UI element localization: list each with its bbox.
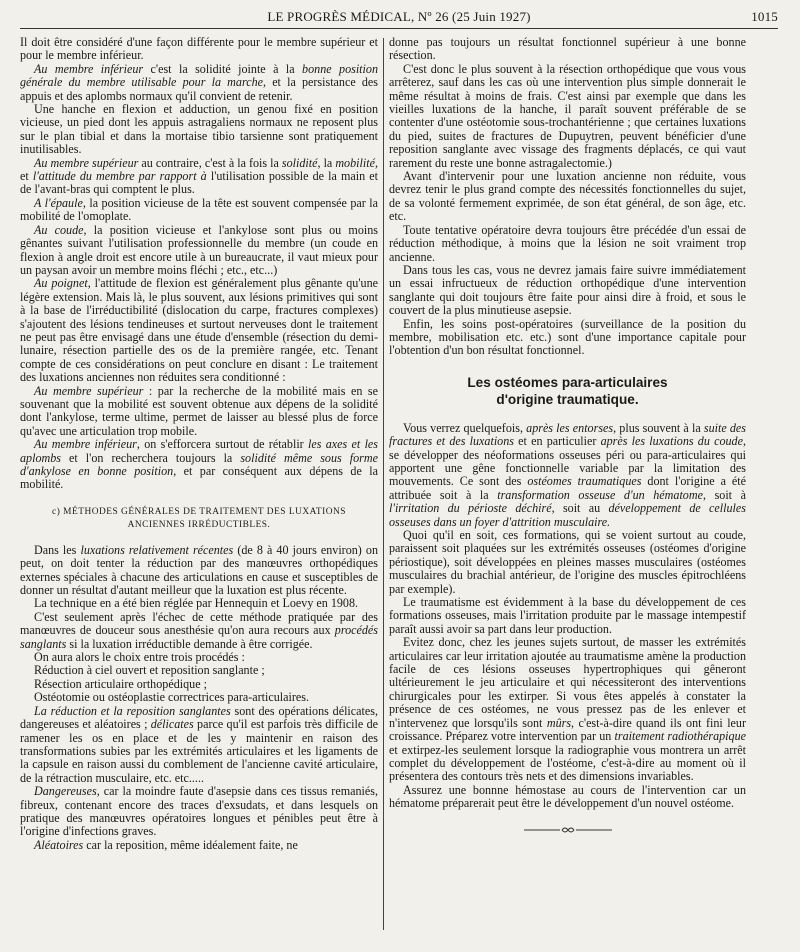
italic-text: l'attitude du membre par rapport à (32, 169, 207, 184)
italic-text: après les entorses (526, 420, 614, 435)
paragraph: donne pas toujours un résultat fonctionnel supérieur à une bonne résection. (389, 36, 746, 63)
italic-text: l'irritation du périoste déchiré (389, 501, 552, 516)
paragraph: Toute tentative opératoire devra toujours être précédée d'un essai de réduction méthodique, à moins que la lésion ne soit vraiment trop ancienne. (389, 222, 746, 264)
paragraph: Avant d'intervenir pour une luxation ancienne non réduite, vous devrez tenir le plus grand compte des nécessités fonctionnelles du sujet, de sa volonté fermement exprimée, de son état général, de son âge, etc. etc. (389, 169, 746, 224)
italic-text: Aléatoires (34, 837, 84, 852)
journal-title: LE PROGRÈS MÉDICAL, Nº 26 (25 Juin 1927) (267, 9, 531, 24)
paragraph: C'est donc le plus souvent à la résection orthopédique que vous vous arrêterez, sauf dans les cas où une intervention plus simple donnerait le même résultat à moins de frais. C'est ainsi par exemple que dans les vieilles luxations de la hanche, il paraît souvent préférable de se contenter d'une ostéotomie sous-trochantérienne ; que certaines luxations du pied, suites de fractures de Dupuytren, peuvent bénéficier d'une reposition sanglante avec vissage des fragments déplacés, ce qui vaut rarement du reste une bonne astragalectomie.) (389, 61, 746, 170)
italic-text: délicates (150, 717, 194, 732)
italic-text: Au coude (34, 222, 84, 237)
italic-text: bonne position générale du membre utilisable pour la marche (20, 61, 378, 90)
end-ornament (389, 825, 746, 838)
section-heading (20, 506, 378, 532)
paragraph: Au membre supérieur : par la recherche de la mobilité mais en se souvenant que la mobilité est souvent obtenue aux dépens de la solidité dont l'ankylose, terme ultime, permet de laisser au blessé plus de force qu'avec une articulation trop mobile. (20, 383, 378, 438)
italic-text: après les luxations du coude (600, 434, 743, 449)
italic-text: Au poignet (34, 276, 88, 291)
right-column (389, 36, 746, 946)
italic-text: luxations relativement récentes (80, 542, 234, 557)
ornament-rule-icon (522, 825, 614, 835)
paragraph: La technique en a été bien réglée par Hennequin et Loevy en 1908. (34, 596, 359, 611)
article-title-line: Les ostéomes para-articulaires (467, 374, 668, 390)
paragraph: Evitez donc, chez les jeunes sujets surtout, de masser les extrémités articulaires car leur irritation ajoutée au traumatisme amène la production facile de ces lésions osseuses hypertrophiques qui gêneront ultérieurement le jeu articulaire et qui nécessiteront des interventions chirurgicales pour les extirper. Si vous êtes appelés à constater la présence de ces ostéomes, ne vous pressez pas de les enlever et n'intervenez que lorsqu'ils sont mûrs, c'est-à-dire quand ils ont fini leur croissance. Préparez votre intervention par un traitement radiothérapique et extirpez-les seulement lorsque la radiographie vous montrera un arrêt complet du développement de l'ostéome, c'est-à-dire au moment où il présentera des contours très nets et des dimensions invariables. (389, 635, 746, 784)
italic-text: transformation osseuse d'un hématome (497, 487, 703, 502)
page-number: 1015 (751, 9, 778, 24)
list-item: Réduction à ciel ouvert et reposition sanglante ; (34, 663, 265, 678)
italic-text: traitement radiothérapique (614, 729, 746, 744)
paragraph: Au poignet, l'attitude de flexion est généralement plus gênante qu'une légère extension. Mais là, le plus souvent, aux lésions primitives qui sont à la base de l'irréductibilité (dislocation du carpe, fractures complexes) s'ajoutent des lésions tendineuses et surtout nerveuses dont le traitement ne peut pas être envisagé dans une étude d'ensemble (résection du demi-lunaire, résection partielle des os de la première rangée, etc. Tenant compte de ces considérations on peut conclure en disant : Le traitement des luxations anciennes non réduites sera conditionné : (20, 276, 378, 385)
italic-text: les axes et les aplombs (20, 437, 378, 465)
italic-text: développement de cellules osseuses dans un foyer d'attrition musculaire. (389, 501, 746, 529)
left-column (20, 36, 378, 946)
paragraph: Une hanche en flexion et adduction, un genou fixé en position vicieuse, un pied dont les appuis astragaliens normaux ne reposent plus sur le plan tibial et dans la mortaise tibio tarsienne sont pratiquement inutilisables. (20, 102, 378, 157)
italic-text: Au membre supérieur (34, 383, 144, 398)
paragraph: Vous verrez quelquefois, après les entorses, plus souvent à la suite des fractures et des luxations et en particulier après les luxations du coude, se développer des néoformations osseuses péri ou para-articulaires qui apportent une gêne fonctionnelle variable par la limitation des mouvements. Ce sont des ostéomes traumatiques dont l'origine a été attribuée soit à la transformation osseuse d'un hématome, soit à l'irritation du périoste déchiré, soit au développement de cellules osseuses dans un foyer d'attrition musculaire. (389, 420, 746, 529)
italic-text: suite des fractures et des luxations (389, 420, 746, 449)
paragraph: Au membre supérieur au contraire, c'est à la fois la solidité, la mobilité, et l'attitude du membre par rapport à l'utilisation possible de la main et de l'avant-bras qui comptent le plus. (20, 155, 378, 197)
paragraph: Dans tous les cas, vous ne devrez jamais faire suivre immédiatement un essai infructueux de réduction orthopédique d'une intervention sanglante qui doit toujours être faite pour ainsi dire à froid, et sous le couvert de la plus minutieuse asepsie. (389, 262, 746, 318)
paragraph: La réduction et la reposition sanglantes sont des opérations délicates, dangereuses et aléatoires ; délicates parce qu'il est parfois très difficile de ramener les os en place et de les y maintenir en raison des transformations subies par les extrémités articulaires et les ligaments de la capsule en raison aussi du comblement de l'ancienne cavité articulaire, de la rétraction musculaire, etc. etc..... (20, 703, 378, 785)
article-title-line: d'origine traumatique. (496, 391, 639, 407)
paragraph: Enfin, les soins post-opératoires (surveillance de la position du membre, mobilisation etc. etc.) sont d'une importance capitale pour l'obtention d'un bon résultat fonctionnel. (389, 316, 746, 358)
paragraph: Assurez une bonnne hémostase au cours de l'intervention car un hématome préparerait peut être le développement d'un nouvel ostéome. (389, 782, 746, 811)
paragraph: Au membre inférieur, on s'efforcera surtout de rétablir les axes et les aplombs et l'on recherchera toujours la solidité même sous forme d'ankylose en bonne position, et par conséquent aux dépens de la mobilité. (20, 437, 378, 492)
paragraph: Dans les luxations relativement récentes (de 8 à 40 jours environ) on peut, on doit tenter la réduction par des manœuvres orthopédiques externes spéciales à chacune des articulations en cause et susceptibles de donner un résultat d'autant meilleur que la luxation est plus récente. (20, 542, 378, 598)
paragraph: Le traumatisme est évidemment à la base du développement de ces formations osseuses, mais l'irritation produite par le massage intempestif paraît aussi avoir sa part dans leur production. (389, 595, 746, 636)
paragraph: Quoi qu'il en soit, ces formations, qui se voient surtout au coude, paraissent soit plaquées sur les extrémités osseuses (ostéomes d'origine périostique), soit développées en pleines masses musculaires (ostéomes musculaires du brachial antérieur, de l'origine des muscles épitrochléens par exemple). (389, 528, 746, 596)
paragraph: Au coude, la position vicieuse et l'ankylose sont plus ou moins gênantes suivant l'utilisation professionnelle du membre (un coude en flexion à angle droit est encore utile à un bureaucrate, il vaut mieux pour un paysan avoir un membre moins fléchi ; etc., etc...) (20, 222, 378, 277)
italic-text: Dangereuses (34, 784, 97, 799)
paragraph: Aléatoires car la reposition, même idéalement faite, ne (34, 837, 298, 852)
paragraph: C'est seulement après l'échec de cette méthode pratiquée par des manœuvres de douceur sous anesthésie qu'on aura recours aux procédés sanglants si la luxation irréductible demande à être corrigée. (20, 609, 378, 651)
article-title (389, 374, 746, 408)
paragraph: Au membre inférieur c'est la solidité jointe à la bonne position générale du membre utilisable pour la marche, et la persistance des appuis et des aplombs normaux qu'il convient de retenir. (20, 61, 378, 103)
section-heading-line: ANCIENNES IRRÉDUCTIBLES. (127, 519, 271, 530)
italic-text: solidité même sous forme d'ankylose en bonne position (20, 450, 378, 478)
italic-text: A l'épaule (34, 195, 83, 210)
italic-text: mobilité (335, 155, 375, 170)
italic-text: mûrs (546, 715, 572, 730)
page-header (20, 6, 778, 29)
section-heading-line: c) MÉTHODES GÉNÉRALES DE TRAITEMENT DES LUXATIONS (52, 506, 346, 517)
italic-text: La réduction et la reposition sanglantes (34, 703, 231, 718)
list-item: Résection articulaire orthopédique ; (34, 676, 207, 691)
italic-text: Au membre inférieur (34, 437, 137, 452)
italic-text: ostéomes traumatiques (527, 474, 642, 489)
italic-text: Au membre inférieur (34, 61, 144, 76)
italic-text: solidité (281, 155, 318, 170)
list-item: Ostéotomie ou ostéoplastie correctrices para-articulaires. (34, 690, 310, 705)
italic-text: procédés sanglants (20, 623, 378, 651)
column-divider (383, 38, 384, 930)
italic-text: Au membre supérieur (34, 155, 139, 170)
paragraph: A l'épaule, la position vicieuse de la tête est souvent compensée par la mobilité de l'omoplate. (20, 195, 378, 224)
list-intro: On aura alors le choix entre trois procédés : (34, 650, 245, 665)
paragraph: Dangereuses, car la moindre faute d'asepsie dans ces tissus remaniés, fibreux, contenant encore des traces d'exsudats, et dans lesquels on pratique des manœuvres opératoires longues et pénibles peut être à l'origine d'infections graves. (20, 784, 378, 839)
paragraph: Il doit être considéré d'une façon différente pour le membre supérieur et pour le membre inférieur. (20, 36, 378, 63)
